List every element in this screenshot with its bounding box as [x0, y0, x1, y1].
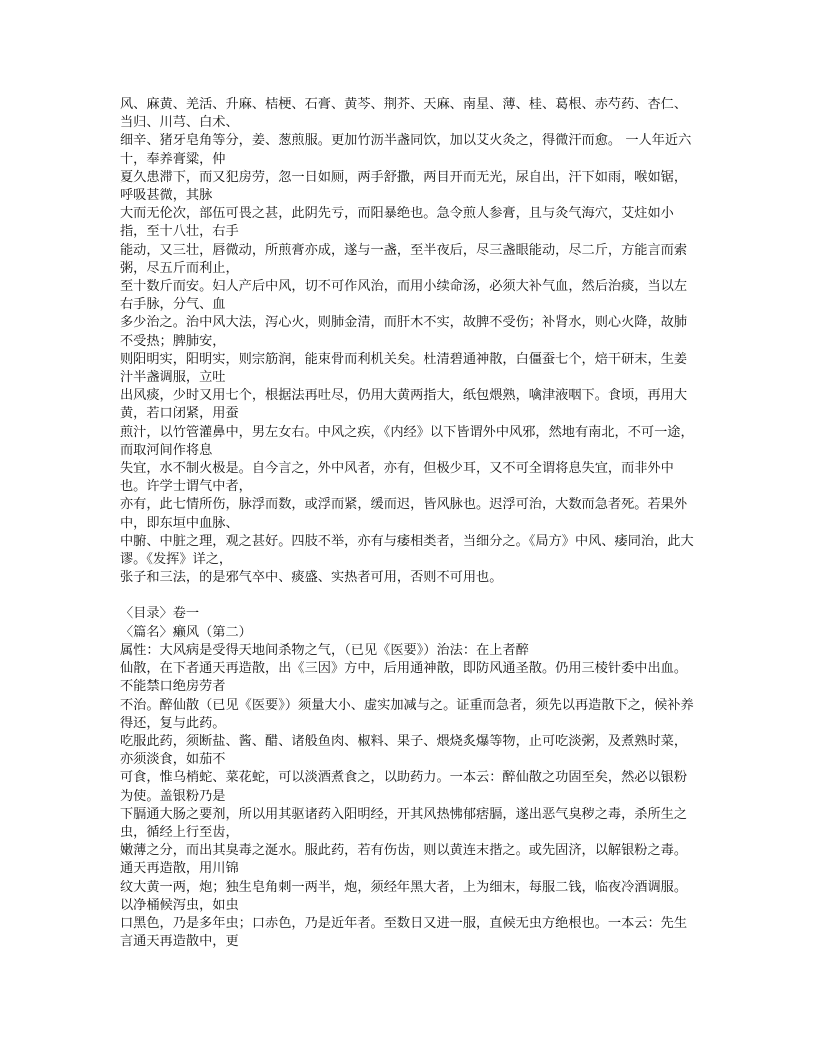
paragraph: 属性：大风病是受得天地间杀物之气，（已见《医要》）治法：在上者醉: [120, 642, 529, 658]
section-leprosy: [120, 605, 696, 951]
paragraph: 纹大黄一两，炮；独生皂角刺一两半，炮，须经年黑大者，上为细末，每服二钱，临夜冷酒调服。以净桶候泻虫，如虫: [120, 879, 688, 913]
paragraph: 嫩薄之分，而出其臭毒之涎水。服此药，若有伤齿，则以黄连末揩之。或先固济，以解银粉之毒。通天再造散，用川锦: [120, 843, 688, 877]
paragraph: 多少治之。治中风大法，泻心火，则肺金清，而肝木不实，故脾不受伤；补肾水，则心火降，故肺不受热；脾肺安，: [120, 315, 688, 349]
paragraph: 夏久患滞下，而又犯房劳，忽一日如厕，两手舒撒，两目开而无光，尿自出，汗下如雨，喉如锯，呼吸甚微，其脉: [120, 169, 688, 204]
catalog-heading: 〈目录〉卷一: [120, 606, 200, 622]
paragraph: 细辛、猪牙皂角等分，姜、葱煎服。更加竹沥半盏同饮，加以艾火灸之，得微汗而愈。 一人年近六十，奉养膏粱，仲: [120, 133, 692, 167]
paragraph: 不治。醉仙散（已见《医要》）须量大小、虚实加减与之。证重而急者，须先以再造散下之，候补养得还，复与此药。: [120, 697, 694, 731]
paragraph: 中腑、中脏之理，观之甚好。四肢不举，亦有与痿相类者，当细分之。《局方》中风、痿同治，此大谬。《发挥》详之，: [120, 533, 694, 568]
chapter-title: 〈篇名〉癞风（第二）: [120, 624, 252, 640]
section-gap: [120, 587, 696, 605]
paragraph: 风、麻黄、羌活、升麻、桔梗、石膏、黄芩、荆芥、天麻、南星、薄、桂、葛根、赤芍药、杏仁、当归、川芎、白术、: [120, 97, 688, 131]
paragraph: 可食，惟乌梢蛇、菜花蛇，可以淡酒煮食之，以助药力。一本云：醉仙散之功固至矣，然必以银粉为使。盖银粉乃是: [120, 770, 688, 804]
paragraph: 张子和三法，的是邪气卒中、痰盛、实热者可用，否则不可用也。: [120, 570, 503, 586]
paragraph: 失宜，水不制火极是。自今言之，外中风者，亦有，但极少耳，又不可全谓将息失宜，而非外中也。许学士谓气中者，: [120, 461, 674, 495]
paragraph: 仙散，在下者通天再造散，出《三因》方中，后用通神散，即防风通圣散。仍用三棱针委中出血。不能禁口绝房劳者: [120, 661, 688, 695]
paragraph: 大而无伦次，部伍可畏之甚，此阴先亏，而阳暴绝也。急令煎人参膏，且与灸气海穴，艾炷如小指，至十八壮，右手: [120, 206, 674, 240]
paragraph: 煎汁，以竹管灌鼻中，男左女右。中风之疾，《内经》以下皆谓外中风邪，然地有南北，不可一途，而取河间作将息: [120, 424, 694, 458]
paragraph: 下膈通大肠之要剂，所以用其驱诸药入阳明经，开其风热怫郁痞膈，遂出恶气臭秽之毒，杀所生之虫，循经上行至齿，: [120, 806, 688, 840]
paragraph: 至十数斤而安。妇人产后中风，切不可作风治，而用小续命汤，必须大补气血，然后治痰，当以左右手脉，分气、血: [120, 279, 688, 313]
paragraph: 亦有，此七情所伤，脉浮而数，或浮而紧，缓而迟，皆风脉也。迟浮可治，大数而急者死。若果外中，即东垣中血脉、: [120, 497, 688, 531]
paragraph: 口黑色，乃是多年虫；口赤色，乃是近年者。至数日又进一服，直候无虫方绝根也。一本云：先生言通天再造散中，更: [120, 915, 688, 950]
paragraph: 吃服此药，须断盐、酱、醋、诸般鱼肉、椒料、果子、煨烧炙爆等物，止可吃淡粥，及煮熟时菜，亦须淡食，如茄不: [120, 733, 688, 768]
paragraph: 则阳明实，阳明实，则宗筋润，能束骨而利机关矣。杜清碧通神散，白僵蚕七个，焙干研末，生姜汁半盏调服，立吐: [120, 351, 688, 386]
paragraph: 能动，又三壮，唇微动，所煎膏亦成，遂与一盏，至半夜后，尽三盏眼能动，尽二斤，方能言而索粥，尽五斤而利止，: [120, 242, 688, 276]
paragraph: 出风痰，少时又用七个，根据法再吐尽，仍用大黄两指大，纸包煨熟，噙津液咽下。食顷，再用大黄，若口闭紧，用蚕: [120, 388, 688, 422]
section-stroke-treatments: [120, 96, 696, 587]
document-page: [120, 96, 696, 951]
